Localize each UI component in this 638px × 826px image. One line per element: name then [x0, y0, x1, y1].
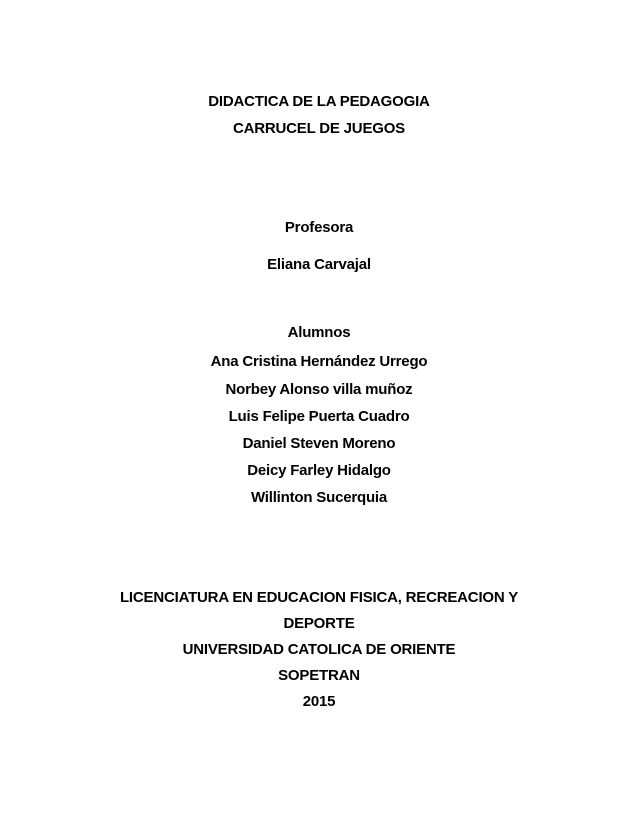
- program-line-1: LICENCIATURA EN EDUCACION FISICA, RECREACION Y: [119, 589, 519, 606]
- students-heading: Alumnos: [287, 324, 351, 341]
- student-name: Norbey Alonso villa muñoz: [225, 381, 413, 398]
- student-name: Luis Felipe Puerta Cuadro: [228, 408, 410, 425]
- year: 2015: [302, 693, 336, 710]
- document-title: DIDACTICA DE LA PEDAGOGIA: [208, 93, 430, 110]
- student-name: Daniel Steven Moreno: [242, 435, 396, 452]
- city-name: SOPETRAN: [278, 667, 360, 684]
- document-subtitle: CARRUCEL DE JUEGOS: [233, 120, 405, 137]
- university-name: UNIVERSIDAD CATOLICA DE ORIENTE: [182, 641, 456, 658]
- teacher-name: Eliana Carvajal: [267, 256, 371, 273]
- program-line-2: DEPORTE: [283, 615, 355, 632]
- teacher-heading: Profesora: [284, 219, 354, 236]
- student-name: Ana Cristina Hernández Urrego: [210, 353, 428, 370]
- student-name: Deicy Farley Hidalgo: [247, 462, 391, 479]
- student-name: Willinton Sucerquia: [250, 489, 388, 506]
